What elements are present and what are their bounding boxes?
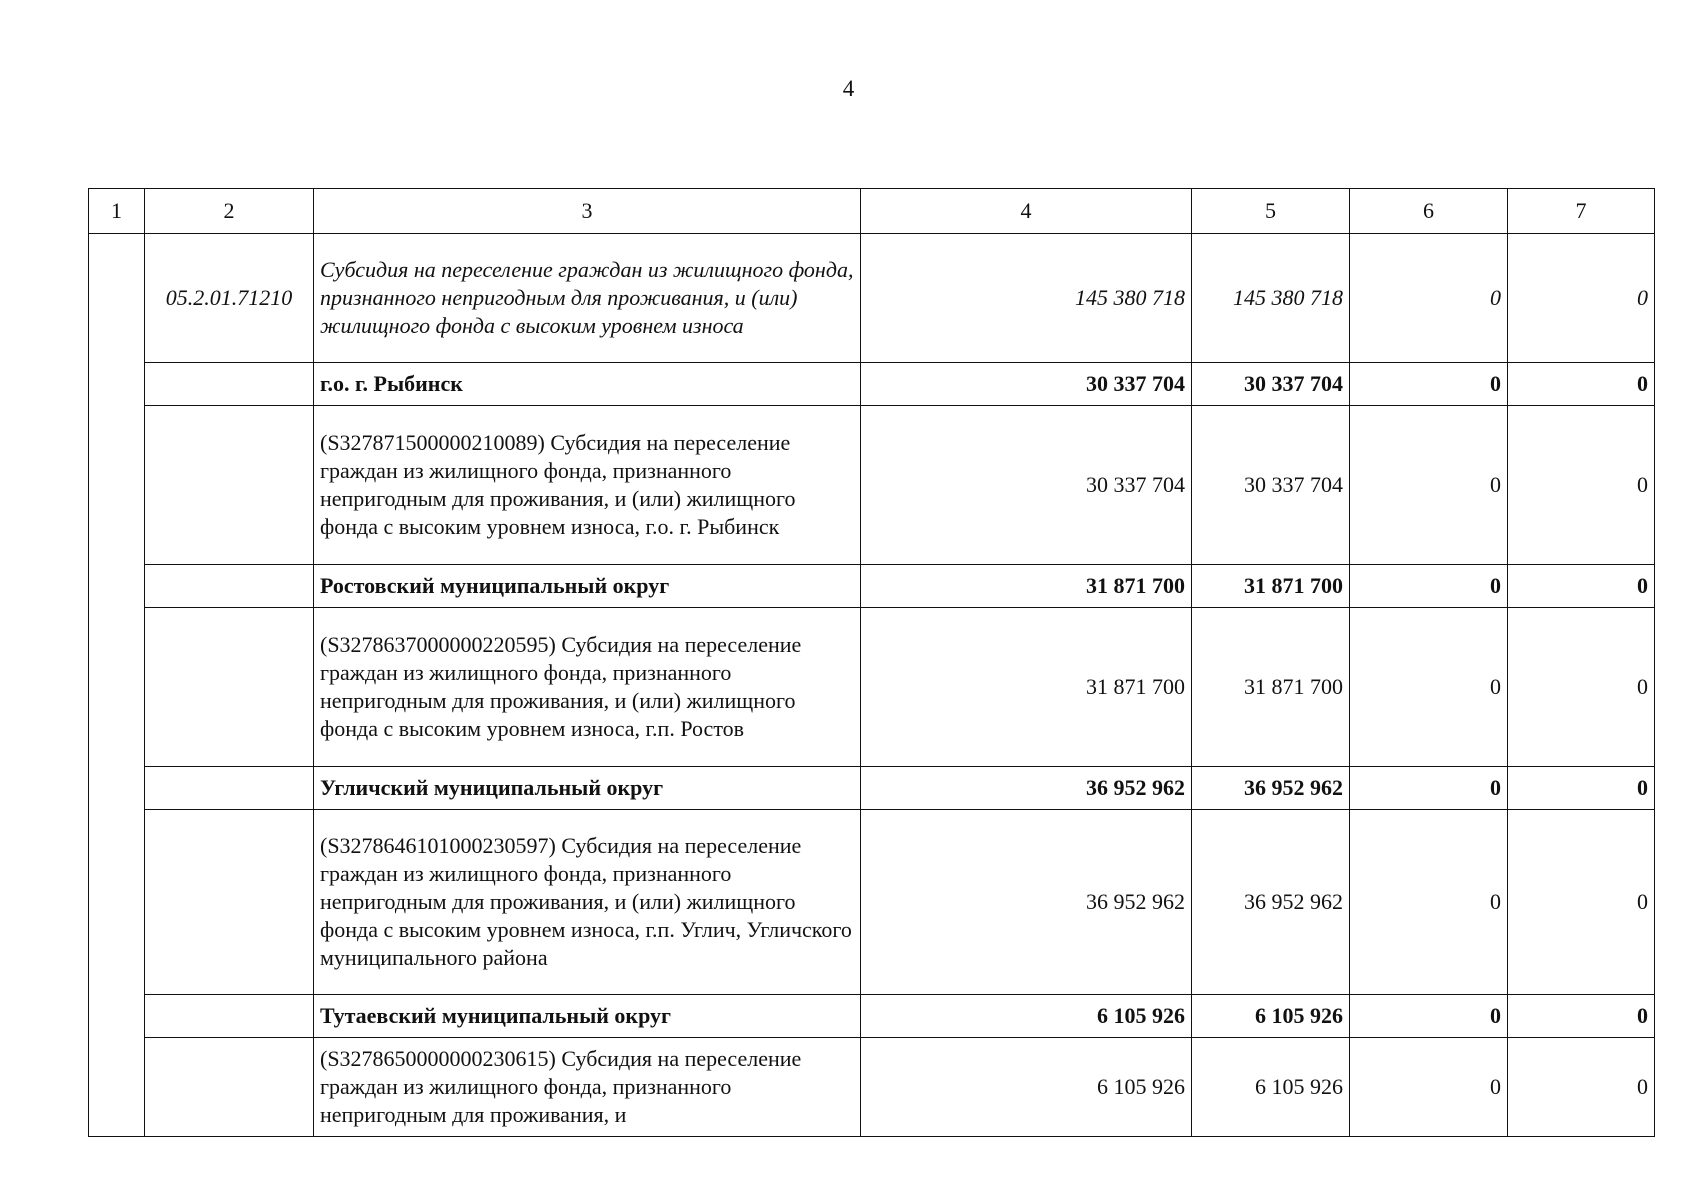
cell-value-5: 30 337 704 bbox=[1192, 406, 1350, 565]
table-row bbox=[89, 234, 1655, 363]
cell-value-7: 0 bbox=[1508, 234, 1655, 363]
cell-name: Тутаевский муниципальный округ bbox=[314, 995, 861, 1038]
cell-name: (S3278650000000230615) Субсидия на переселение граждан из жилищного фонда, признанного непригодным для проживания, и bbox=[314, 1038, 861, 1137]
cell-value-4: 36 952 962 bbox=[861, 767, 1192, 810]
cell-value-6: 0 bbox=[1350, 995, 1508, 1038]
cell-name: г.о. г. Рыбинск bbox=[314, 363, 861, 406]
cell-name: (S3278637000000220595) Субсидия на переселение граждан из жилищного фонда, признанного непригодным для проживания, и (или) жилищного фонда с высоким уровнем износа, г.п. Ростов bbox=[314, 608, 861, 767]
cell-col1 bbox=[89, 1038, 145, 1137]
header-cell: 5 bbox=[1192, 189, 1350, 234]
cell-value-5: 30 337 704 bbox=[1192, 363, 1350, 406]
cell-value-5: 145 380 718 bbox=[1192, 234, 1350, 363]
page-number: 4 bbox=[842, 76, 855, 101]
cell-value-4: 30 337 704 bbox=[861, 363, 1192, 406]
cell-value-6: 0 bbox=[1350, 406, 1508, 565]
table-row bbox=[89, 767, 1655, 810]
cell-value-5: 31 871 700 bbox=[1192, 608, 1350, 767]
cell-value-4: 145 380 718 bbox=[861, 234, 1192, 363]
cell-value-6: 0 bbox=[1350, 363, 1508, 406]
cell-col1 bbox=[89, 363, 145, 406]
cell-name: (S3278646101000230597) Субсидия на переселение граждан из жилищного фонда, признанного непригодным для проживания, и (или) жилищного фонда с высоким уровнем износа, г.п. Углич, Угличского муниципального района bbox=[314, 810, 861, 995]
header-cell: 6 bbox=[1350, 189, 1508, 234]
cell-name: (S327871500000210089) Субсидия на переселение граждан из жилищного фонда, признанного непригодным для проживания, и (или) жилищного фонда с высоким уровнем износа, г.о. г. Рыбинск bbox=[314, 406, 861, 565]
cell-code bbox=[145, 767, 314, 810]
budget-table bbox=[88, 188, 1655, 1137]
cell-value-4: 30 337 704 bbox=[861, 406, 1192, 565]
cell-col1 bbox=[89, 995, 145, 1038]
cell-value-6: 0 bbox=[1350, 234, 1508, 363]
cell-value-5: 36 952 962 bbox=[1192, 767, 1350, 810]
table-row bbox=[89, 565, 1655, 608]
cell-name: Угличский муниципальный округ bbox=[314, 767, 861, 810]
cell-value-4: 31 871 700 bbox=[861, 565, 1192, 608]
header-cell: 2 bbox=[145, 189, 314, 234]
cell-code bbox=[145, 406, 314, 565]
cell-value-7: 0 bbox=[1508, 1038, 1655, 1137]
cell-value-4: 6 105 926 bbox=[861, 995, 1192, 1038]
cell-value-5: 6 105 926 bbox=[1192, 1038, 1350, 1137]
cell-code bbox=[145, 363, 314, 406]
cell-value-6: 0 bbox=[1350, 810, 1508, 995]
cell-value-6: 0 bbox=[1350, 767, 1508, 810]
cell-value-7: 0 bbox=[1508, 995, 1655, 1038]
cell-value-6: 0 bbox=[1350, 565, 1508, 608]
cell-code bbox=[145, 810, 314, 995]
table-row bbox=[89, 363, 1655, 406]
cell-col1 bbox=[89, 406, 145, 565]
cell-value-7: 0 bbox=[1508, 565, 1655, 608]
cell-value-4: 31 871 700 bbox=[861, 608, 1192, 767]
cell-col1 bbox=[89, 767, 145, 810]
header-cell: 1 bbox=[89, 189, 145, 234]
table-row bbox=[89, 995, 1655, 1038]
cell-value-6: 0 bbox=[1350, 608, 1508, 767]
cell-name: Субсидия на переселение граждан из жилищного фонда, признанного непригодным для проживания, и (или) жилищного фонда с высоким уровнем износа bbox=[314, 234, 861, 363]
cell-col1 bbox=[89, 810, 145, 995]
cell-code bbox=[145, 565, 314, 608]
cell-value-7: 0 bbox=[1508, 767, 1655, 810]
cell-value-5: 6 105 926 bbox=[1192, 995, 1350, 1038]
table-row bbox=[89, 1038, 1655, 1137]
header-cell: 3 bbox=[314, 189, 861, 234]
cell-code bbox=[145, 995, 314, 1038]
header-cell: 7 bbox=[1508, 189, 1655, 234]
cell-value-7: 0 bbox=[1508, 406, 1655, 565]
cell-value-7: 0 bbox=[1508, 810, 1655, 995]
table-row bbox=[89, 608, 1655, 767]
header-cell: 4 bbox=[861, 189, 1192, 234]
cell-code bbox=[145, 608, 314, 767]
cell-value-4: 36 952 962 bbox=[861, 810, 1192, 995]
cell-value-4: 6 105 926 bbox=[861, 1038, 1192, 1137]
cell-value-6: 0 bbox=[1350, 1038, 1508, 1137]
cell-value-5: 31 871 700 bbox=[1192, 565, 1350, 608]
cell-value-5: 36 952 962 bbox=[1192, 810, 1350, 995]
cell-value-7: 0 bbox=[1508, 363, 1655, 406]
cell-col1 bbox=[89, 608, 145, 767]
table-row bbox=[89, 406, 1655, 565]
cell-value-7: 0 bbox=[1508, 608, 1655, 767]
cell-code bbox=[145, 1038, 314, 1137]
cell-code: 05.2.01.71210 bbox=[145, 234, 314, 363]
cell-name: Ростовский муниципальный округ bbox=[314, 565, 861, 608]
table-header-row bbox=[89, 189, 1655, 234]
table-row bbox=[89, 810, 1655, 995]
cell-col1 bbox=[89, 234, 145, 363]
cell-col1 bbox=[89, 565, 145, 608]
